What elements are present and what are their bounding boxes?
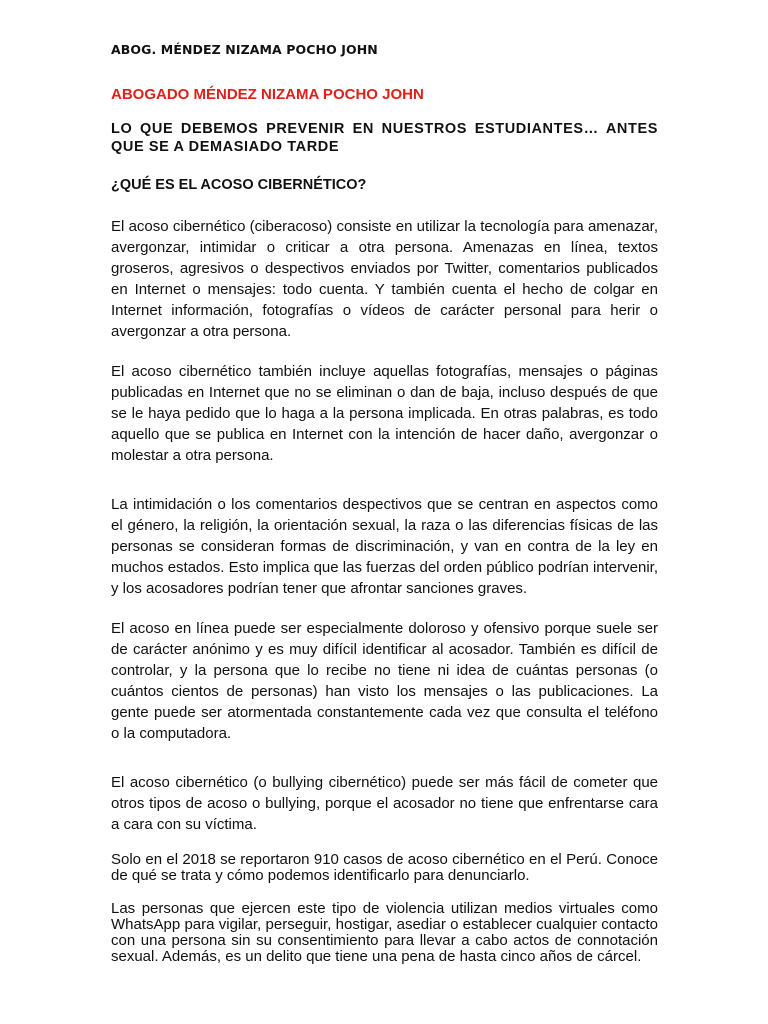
paragraph: El acoso en línea puede ser especialmente doloroso y ofensivo porque suele ser de carácter anónimo y es muy difícil identificar al acosador. También es difícil de controlar, y la persona que lo recibe no tiene ni idea de cuántas personas (o cuántos cientos de personas) han visto los mensajes o las publicaciones. La gente puede ser atormentada constantemente cada vez que consulta el teléfono o la computadora. <box>111 620 658 742</box>
headline: LO QUE DEBEMOS PREVENIR EN NUESTROS ESTUDIANTES… ANTES QUE SE A DEMASIADO TARDE <box>111 121 658 155</box>
paragraph: La intimidación o los comentarios despectivos que se centran en aspectos como el género, la religión, la orientación sexual, la raza o las diferencias físicas de las personas se consideran formas de discriminación, y van en contra de la ley en muchos estados. Esto implica que las fuerzas del orden público podrían intervenir, y los acosadores podrían tener que afrontar sanciones graves. <box>111 496 658 597</box>
paragraph: El acoso cibernético (ciberacoso) consiste en utilizar la tecnología para amenazar, avergonzar, intimidar o criticar a otra persona. Amenazas en línea, textos groseros, agresivos o despectivos enviados por Twitter, comentarios publicados en Internet o mensajes: todo cuenta. Y también cuenta el hecho de colgar en Internet información, fotografías o vídeos de carácter personal para herir o avergonzar a otra persona. <box>111 218 658 340</box>
section-question: ¿QUÉ ES EL ACOSO CIBERNÉTICO? <box>111 177 367 193</box>
paragraph: El acoso cibernético también incluye aquellas fotografías, mensajes o páginas publicadas en Internet que no se eliminan o dan de baja, incluso después de que se le haya pedido que lo haga a la persona implicada. En otras palabras, es todo aquello que se publica en Internet con la intención de hacer daño, avergonzar o molestar a otra persona. <box>111 363 658 464</box>
running-header: ABOG. MÉNDEZ NIZAMA POCHO JOHN <box>111 42 378 57</box>
paragraph: Las personas que ejercen este tipo de violencia utilizan medios virtuales como WhatsApp para vigilar, perseguir, hostigar, asediar o establecer cualquier contacto con una persona sin su consentimiento para llevar a cabo actos de connotación sexual. Además, es un delito que tiene una pena de hasta cinco años de cárcel. <box>111 900 658 965</box>
paragraph: El acoso cibernético (o bullying cibernético) puede ser más fácil de cometer que otros tipos de acoso o bullying, porque el acosador no tiene que enfrentarse cara a cara con su víctima. <box>111 774 658 833</box>
document-body <box>111 86 658 965</box>
paragraph: Solo en el 2018 se reportaron 910 casos de acoso cibernético en el Perú. Conoce de qué se trata y cómo podemos identificarlo para denunciarlo. <box>111 851 658 884</box>
author-name: ABOGADO MÉNDEZ NIZAMA POCHO JOHN <box>111 86 424 103</box>
